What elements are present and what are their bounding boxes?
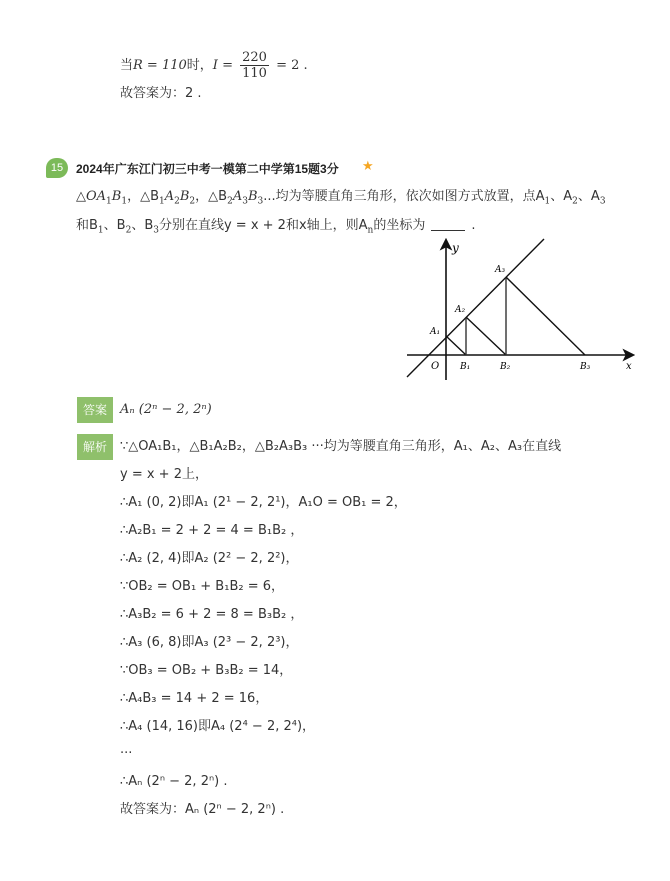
sub: 3 <box>257 196 264 207</box>
analysis-line: ∴A₁ (0, 2)即A₁ (2¹ − 2, 2¹)，A₁O = OB₁ = 2， <box>120 495 407 510</box>
analysis-line: ∴A₃B₂ = 6 + 2 = 8 = B₃B₂ ， <box>120 607 304 622</box>
text: ，△B <box>127 189 159 204</box>
label-A1: A₁ <box>430 327 441 337</box>
question-number-badge: 15 <box>46 158 68 178</box>
analysis-line: ∵OB₂ = OB₁ + B₁B₂ = 6， <box>120 579 284 594</box>
analysis-line: ∴A₂ (2, 4)即A₂ (2² − 2, 2²)， <box>120 551 299 566</box>
equation: = 2 . <box>276 58 308 73</box>
numerator: 220 <box>242 50 267 65</box>
text: B <box>111 189 122 204</box>
answer-tag: 答案 <box>77 397 113 423</box>
text: B <box>179 189 190 204</box>
label-A3: A₃ <box>495 265 506 275</box>
analysis-line: ∴A₄B₃ = 14 + 2 = 16， <box>120 691 269 706</box>
segment-A1-B1 <box>446 336 466 355</box>
sub: 3 <box>242 196 248 207</box>
question-stem-line-1 <box>76 187 606 212</box>
text: 时， <box>186 58 213 73</box>
answer-text: Aₙ (2ⁿ − 2, 2ⁿ) <box>120 402 212 417</box>
text: 的坐标为 <box>373 218 426 233</box>
text: A <box>164 189 175 204</box>
fraction <box>240 50 269 81</box>
analysis-line: ∴A₄ (14, 16)即A₄ (2⁴ − 2, 2⁴)， <box>120 719 316 734</box>
sub: 3 <box>599 196 606 207</box>
analysis-line: y = x + 2上， <box>120 467 208 482</box>
segment-A2-B2 <box>466 317 506 355</box>
sub: 2 <box>174 196 180 207</box>
text: . <box>471 218 476 233</box>
sub: 1 <box>106 196 112 207</box>
answer-blank <box>431 230 465 231</box>
geometry-figure <box>400 235 640 380</box>
analysis-line: ∴A₂B₁ = 2 + 2 = 4 = B₁B₂ ， <box>120 523 304 538</box>
text: △OA <box>76 189 107 204</box>
text: 当 <box>120 58 134 73</box>
text: A <box>232 189 243 204</box>
analysis-line: 故答案为：Aₙ (2ⁿ − 2, 2ⁿ) . <box>120 802 285 817</box>
prev-solution-line-1 <box>120 50 308 81</box>
text: 、A <box>577 189 600 204</box>
text: 、A <box>550 189 573 204</box>
sub: 2 <box>227 196 233 207</box>
sub: 1 <box>544 196 551 207</box>
label-B3: B₃ <box>580 362 591 372</box>
analysis-line: ∵△OA₁B₁，△B₁A₂B₂，△B₂A₃B₃ ···均为等腰直角三角形，A₁、A₂、A₃在直线 <box>120 439 562 454</box>
sub: 2 <box>125 225 132 236</box>
analysis-line: ∴Aₙ (2ⁿ − 2, 2ⁿ) . <box>120 774 228 789</box>
analysis-tag: 解析 <box>77 434 113 460</box>
label-A2: A₂ <box>455 305 466 315</box>
label-x: x <box>626 361 632 372</box>
label-y: y <box>452 241 459 255</box>
equation: R = 110 <box>133 58 187 73</box>
segment-A3-B3 <box>506 277 585 355</box>
text: B <box>247 189 258 204</box>
star-icon[interactable]: ★ <box>362 159 374 174</box>
analysis-line: ∴A₃ (6, 8)即A₃ (2³ − 2, 2³)， <box>120 635 299 650</box>
sub: 1 <box>97 225 104 236</box>
question-title: 2024年广东江门初三中考一模第二中学第15题3分 <box>76 162 339 176</box>
text: 、B <box>131 218 154 233</box>
label-B2: B₂ <box>500 362 511 372</box>
analysis-line: ∵OB₃ = OB₂ + B₃B₂ = 14， <box>120 663 293 678</box>
sub: 3 <box>153 225 159 236</box>
sub: 1 <box>159 196 165 207</box>
denominator: 110 <box>242 66 267 81</box>
sub: 1 <box>121 196 128 207</box>
prev-solution-line-2: 故答案为：2 . <box>120 86 202 101</box>
text: ...均为等腰直角三角形，依次如图方式放置，点A <box>263 189 545 204</box>
text: ，△B <box>195 189 228 204</box>
sub: n <box>367 225 374 236</box>
label-O: O <box>431 361 440 372</box>
text: 、B <box>103 218 126 233</box>
equation: I = <box>212 58 233 73</box>
analysis-line: ··· <box>120 746 133 761</box>
text: 和B <box>76 218 98 233</box>
label-B1: B₁ <box>460 362 471 372</box>
line-y-equals-x-plus-2 <box>407 239 544 377</box>
sub: 2 <box>189 196 196 207</box>
text: 分别在直线y = x + 2和x轴上，则A <box>158 218 368 233</box>
sub: 2 <box>572 196 578 207</box>
